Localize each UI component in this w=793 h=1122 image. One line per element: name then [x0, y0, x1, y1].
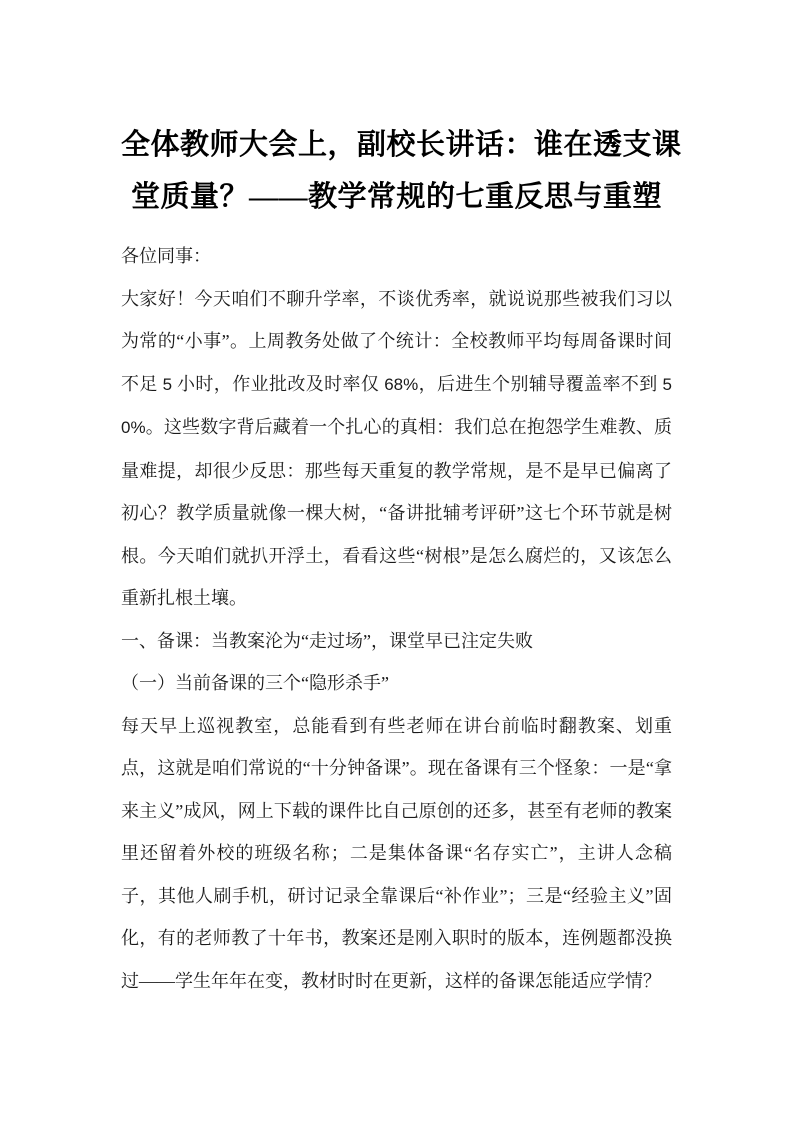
sub-heading-1-1: （一）当前备课的三个“隐形杀手”	[121, 673, 389, 693]
title-line-1: 全体教师大会上，副校长讲话：谁在透支课	[121, 129, 682, 161]
document-title	[121, 119, 682, 223]
paragraph-salutation: 各位同事：	[121, 246, 211, 266]
document-body	[121, 235, 672, 1002]
paragraph-section-1-body: 每天早上巡视教室，总能看到有些老师在讲台前临时翻教案、划重点，这就是咱们常说的“十分钟备课”。现在备课有三个怪象：一是“拿来主义”成风，网上下载的课件比自己原创的还多，甚至有老师的教案里还留着外校的班级名称；二是集体备课“名存实亡”，主讲人念稿子，其他人刷手机，研讨记录全靠课后“补作业”；三是“经验主义”固化，有的老师教了十年书，教案还是刚入职时的版本，连例题都没换过——学生年年在变，教材时时在更新，这样的备课怎能适应学情？	[121, 715, 672, 991]
title-line-2: 堂质量？——教学常规的七重反思与重塑	[130, 181, 662, 213]
paragraph-intro: 大家好！今天咱们不聊升学率，不谈优秀率，就说说那些被我们习以为常的“小事”。上周教务处做了个统计：全校教师平均每周备课时间不足 5 小时，作业批改及时率仅 68%，后进生个别辅导覆盖率不到 50%。这些数字背后藏着一个扎心的真相：我们总在抱怨学生难教、质量难提，却很少反思：那些每天重复的教学常规，是不是早已偏离了初心？教学质量就像一棵大树，“备讲批辅考评研”这七个环节就是树根。今天咱们就扒开浮土，看看这些“树根”是怎么腐烂的，又该怎么重新扎根土壤。	[121, 288, 673, 608]
section-heading-1: 一、备课：当教案沦为“走过场”，课堂早已注定失败	[121, 630, 533, 651]
